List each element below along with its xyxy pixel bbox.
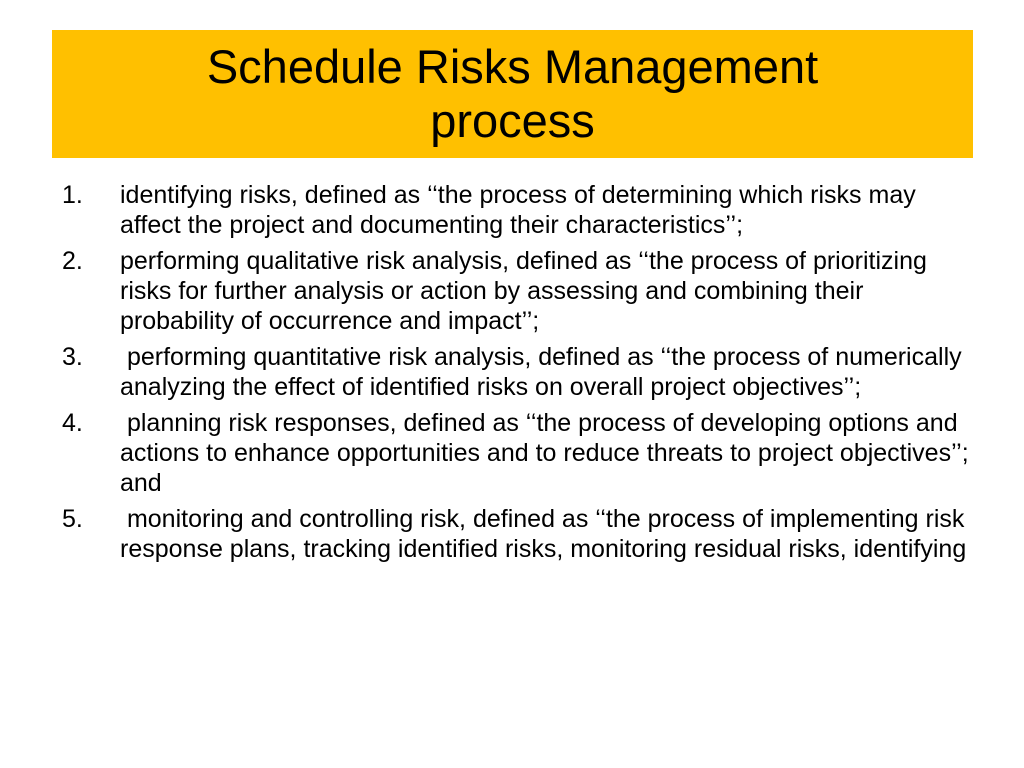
list-item-text: performing quantitative risk analysis, defined as ‘‘the process of numerically analyzing the effect of identified risks on overall project objectives’’;: [120, 343, 969, 401]
list-item-2: [62, 246, 982, 336]
process-list: [62, 180, 982, 570]
list-item-number: 3.: [62, 343, 83, 371]
list-item-3: [62, 342, 982, 402]
list-item-number: 4.: [62, 409, 83, 437]
title-banner: [52, 30, 973, 158]
list-item-text: identifying risks, defined as ‘‘the process of determining which risks may affect the project and documenting their characteristics’’;: [120, 181, 923, 239]
list-item-number: 5.: [62, 505, 83, 533]
list-item-4: [62, 408, 982, 498]
list-item-text: monitoring and controlling risk, defined as ‘‘the process of implementing risk response plans, tracking identified risks, monitoring residual risks, identifying: [120, 505, 972, 563]
slide-title: Schedule Risks Management process: [206, 40, 819, 147]
list-item-5: [62, 504, 982, 564]
list-item-1: [62, 180, 982, 240]
list-item-number: 2.: [62, 247, 83, 275]
list-item-text: planning risk responses, defined as ‘‘the process of developing options and actions to enhance opportunities and to reduce threats to project objectives’’; and: [120, 409, 976, 497]
list-item-text: performing qualitative risk analysis, defined as ‘‘the process of prioritizing risks for further analysis or action by assessing and combining their probability of occurrence and impact’’;: [120, 247, 934, 335]
list-item-number: 1.: [62, 181, 83, 209]
